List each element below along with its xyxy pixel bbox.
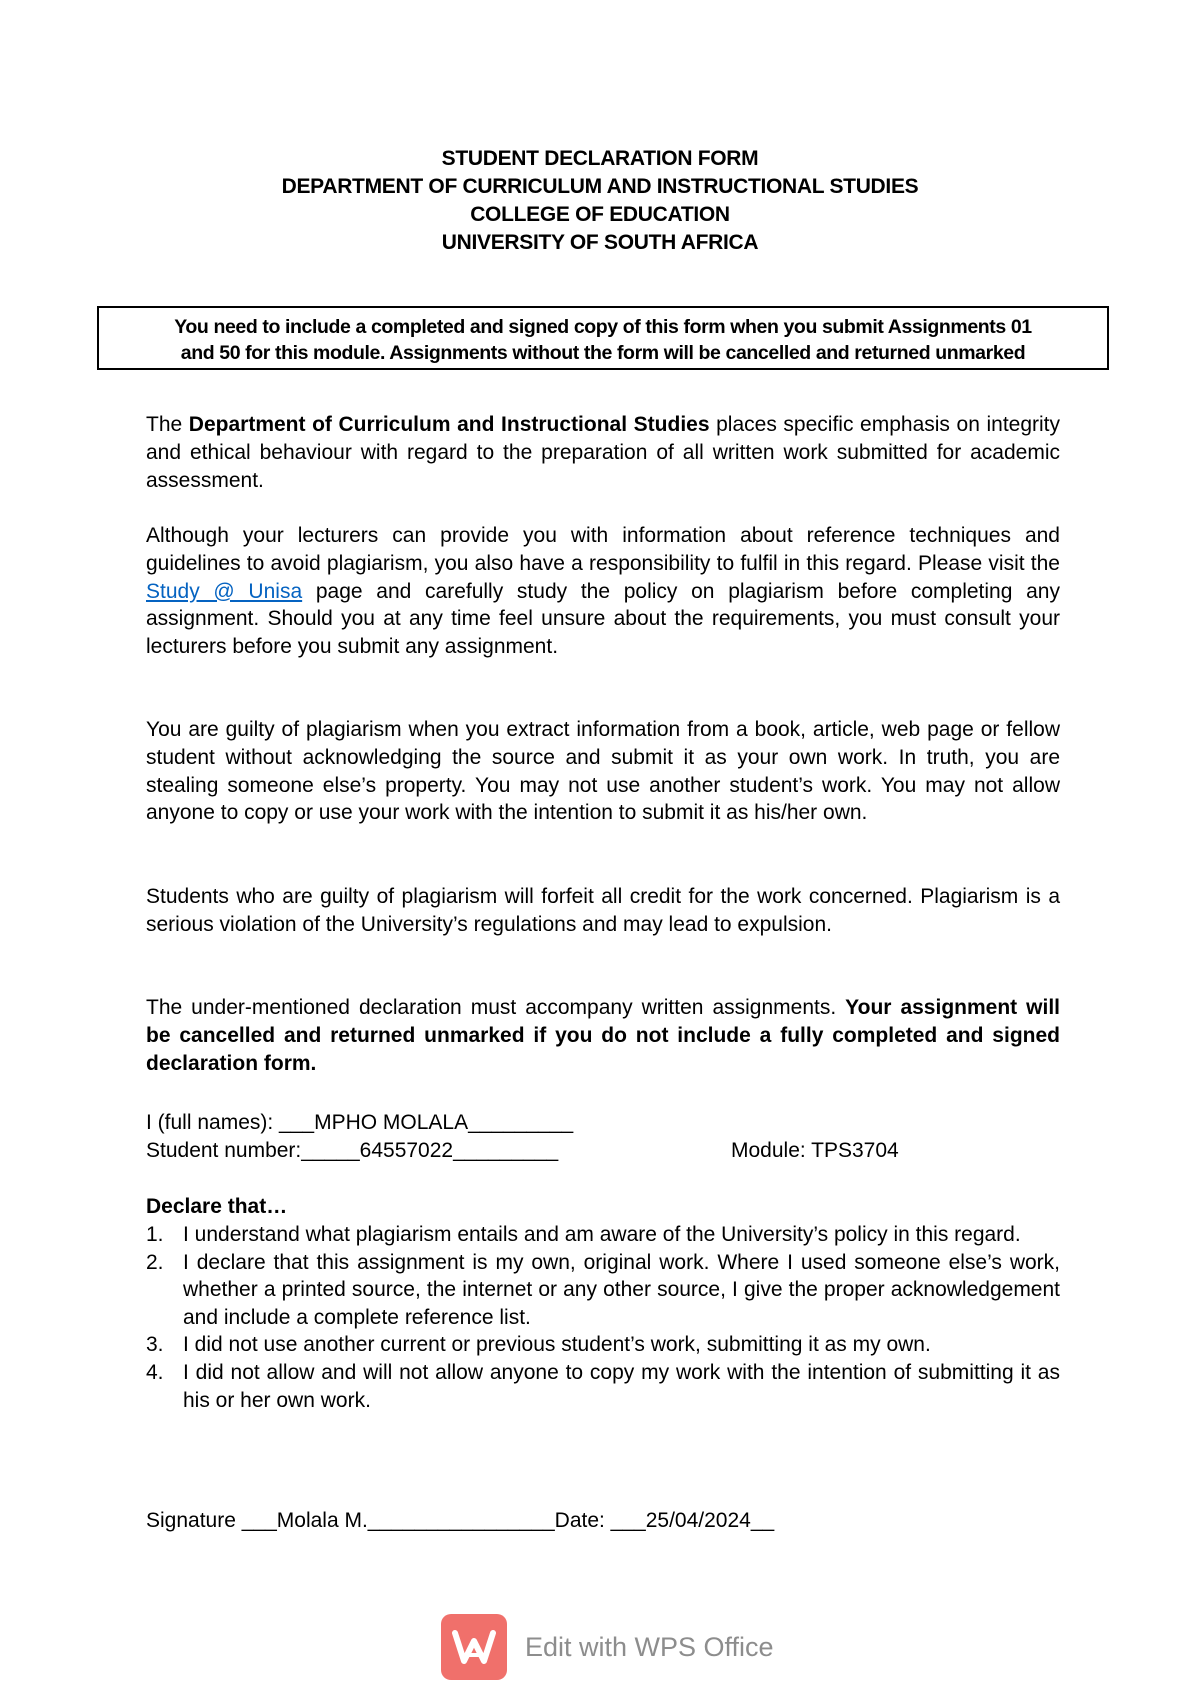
p1-post: places specific emphasis on integrity and ethical behaviour with regard to the preparation of all written work submitted for academic assessment. (146, 413, 1061, 492)
form-header (0, 145, 1200, 257)
p1-department: Department of Curriculum and Instructional Studies (188, 413, 710, 436)
list-item (146, 1249, 1060, 1332)
p2-pre: Although your lecturers can provide you with information about reference techniques and guidelines to avoid plagiarism, you also have a responsibility to fulfil in this regard. Please visit the (146, 524, 1060, 575)
department-name: DEPARTMENT OF CURRICULUM AND INSTRUCTIONAL STUDIES (281, 175, 919, 198)
module-field: Module: TPS3704 (731, 1139, 899, 1162)
list-text: I did not use another current or previous student’s work, submitting it as my own. (183, 1333, 931, 1357)
p3-text: You are guilty of plagiarism when you extract information from a book, article, web page or fellow student without acknowledging the source and submit it as your own work. In truth, you are stealing someone else’s property. You may not use another student’s work. You may not allow anyone to copy or use your work with the intention to submit it as his/her own. (146, 718, 1060, 825)
list-text: I understand what plagiarism entails and am aware of the University’s policy in this regard. (183, 1223, 1021, 1246)
list-text: I declare that this assignment is my own, original work. Where I used someone else’s work, whether a printed source, the internet or any other source, I give the proper acknowledgement and include a complete reference list. (183, 1250, 1060, 1329)
wps-logo-icon (441, 1614, 507, 1680)
list-item (146, 1221, 1060, 1249)
p1-pre: The (146, 413, 189, 436)
full-names-field: I (full names): ___MPHO MOLALA_________ (146, 1111, 574, 1134)
list-item (146, 1331, 1060, 1359)
form-title: STUDENT DECLARATION FORM (441, 147, 759, 170)
list-item (146, 1359, 1060, 1414)
p4-text: Students who are guilty of plagiarism will forfeit all credit for the work concerned. Plagiarism is a serious violation of the University’s regulations and may lead to expulsion. (146, 885, 1060, 936)
signature-date-line: Signature ___Molala M.________________Date: ___25/04/2024__ (146, 1509, 775, 1532)
student-number-field: Student number:_____64557022_________ (146, 1139, 559, 1162)
paragraph-references (146, 522, 1060, 661)
study-at-unisa-link[interactable]: Study @ Unisa (146, 579, 303, 603)
university-name: UNIVERSITY OF SOUTH AFRICA (441, 231, 759, 254)
paragraph-declaration-requirement (146, 994, 1060, 1077)
notice-line-1: You need to include a completed and signed copy of this form when you submit Assignments 01 (174, 316, 1032, 338)
p2-post: page and carefully study the policy on plagiarism before completing any assignment. Should you at any time feel unsure about the requirements, you must consult your lecturers before you submit any assignment. (146, 579, 1060, 659)
wps-watermark[interactable] (441, 1614, 774, 1680)
notice-line-2: and 50 for this module. Assignments without the form will be cancelled and returned unmarked (180, 342, 1026, 364)
paragraph-plagiarism-definition (146, 716, 1060, 827)
list-text: I did not allow and will not allow anyone to copy my work with the intention of submitting it as his or her own work. (183, 1360, 1060, 1412)
p5-warning: Your assignment will be cancelled and returned unmarked if you do not include a fully completed and signed declaration form. (146, 996, 1060, 1075)
list-number: 4. (146, 1360, 164, 1384)
list-number: 3. (146, 1333, 164, 1357)
declare-title: Declare that… (146, 1195, 288, 1218)
college-name: COLLEGE OF EDUCATION (470, 203, 730, 226)
submission-notice-box (97, 306, 1109, 370)
paragraph-penalty (146, 883, 1060, 939)
paragraph-integrity (146, 411, 1060, 494)
list-number: 1. (146, 1223, 164, 1246)
declaration-list (146, 1221, 1060, 1414)
p5-pre: The under-mentioned declaration must accompany written assignments. (146, 996, 846, 1019)
wps-watermark-text: Edit with WPS Office (525, 1631, 774, 1662)
list-number: 2. (146, 1250, 164, 1274)
